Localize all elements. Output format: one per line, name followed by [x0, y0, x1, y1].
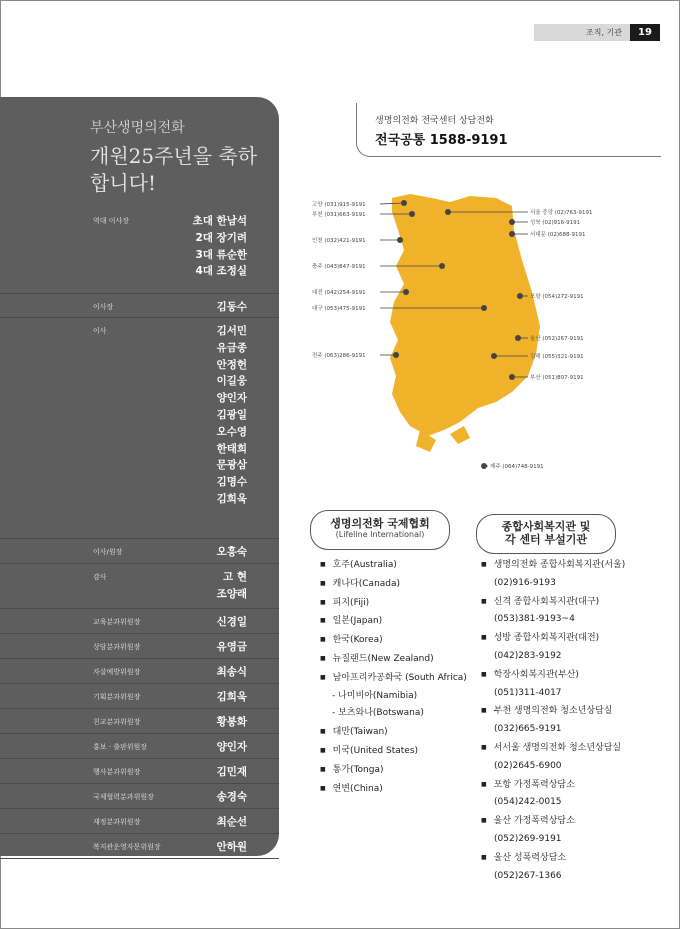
map-center-dot	[491, 353, 497, 359]
board-member-name: 유금종	[216, 341, 247, 354]
center-item	[481, 812, 671, 849]
board-role-label: 이사장	[93, 303, 114, 311]
board-member-name: 오흥숙	[216, 546, 247, 558]
board-member-name: 한태희	[216, 442, 247, 455]
intl-member-item: ■ 대만(Taiwan)	[320, 723, 480, 742]
map-city-label: 김해 (055)321-9191	[530, 354, 584, 360]
board-member-list	[0, 208, 279, 859]
board-member-name: 조양래	[216, 587, 247, 600]
board-row	[0, 734, 279, 759]
center-name: ■ 생명의전화 종합사회복지관(서울)	[481, 560, 625, 570]
map-city-label: 포항 (054)272-9191	[530, 294, 584, 300]
board-row	[0, 318, 279, 539]
board-member-name: 송경숙	[216, 791, 247, 803]
board-names	[217, 764, 247, 781]
map-center-dot	[517, 293, 523, 299]
intl-member-item: ■ 한국(Korea)	[320, 631, 480, 650]
board-role-label: 상담분과위원장	[93, 643, 141, 651]
map-center-dot	[445, 209, 451, 215]
welfare-center-list	[481, 556, 671, 885]
board-names	[217, 689, 247, 706]
center-item	[481, 593, 671, 630]
map-city-label: 대전 (042)254-9191	[312, 290, 366, 296]
board-row	[0, 759, 279, 784]
board-member-name: 김광일	[216, 408, 247, 421]
map-center-dot	[481, 305, 487, 311]
board-member-name: 안정헌	[216, 358, 247, 371]
map-city-label: 서울 중앙 (02)763-9191	[530, 210, 593, 216]
centers-title-line2: 각 센터 부설기관	[504, 533, 588, 546]
island-shape	[450, 426, 470, 444]
korea-center-map	[300, 190, 620, 490]
board-member-name: 4대 조정실	[195, 265, 247, 278]
board-member-name: 신경일	[216, 616, 247, 628]
map-city-label: 부천 (031)663-9191	[312, 212, 366, 218]
board-member-name: 최송식	[216, 666, 247, 678]
centers-title-box	[476, 514, 616, 554]
board-role-label: 홍보 · 출판위원장	[93, 743, 148, 751]
center-item	[481, 739, 671, 776]
center-name: ■ 성방 종합사회복지관(대전)	[481, 633, 599, 643]
board-names	[217, 664, 247, 681]
map-city-label: 부산 (051)807-9191	[530, 375, 584, 381]
board-member-name: 양인자	[216, 392, 247, 405]
board-row	[0, 834, 279, 859]
map-city-label: 충주 (043)847-9191	[312, 264, 366, 270]
map-center-dot	[509, 231, 515, 237]
center-name: ■ 울산 가정폭력상담소	[481, 816, 575, 826]
map-city-label: 울산 (052)267-9191	[530, 336, 584, 342]
map-center-dot	[393, 352, 399, 358]
map-city-label: 인천 (032)421-9191	[312, 238, 366, 244]
center-phone: (032)665-9191	[494, 724, 562, 735]
map-center-dot	[439, 263, 445, 269]
board-member-name: 김희욱	[216, 691, 247, 703]
center-name: ■ 서서울 생명의전화 청소년상담실	[481, 743, 621, 753]
board-role-label: 역대 이사장	[93, 217, 130, 225]
map-center-dot	[403, 289, 409, 295]
intl-member-item: ■ 남아프리카공화국 (South Africa)	[320, 669, 480, 688]
center-phone: (053)381-9193~4	[494, 614, 575, 625]
map-center-dot	[481, 463, 487, 469]
intl-subtitle: (Lifeline International)	[335, 530, 425, 539]
board-names	[217, 569, 247, 603]
intl-member-item: - 보츠와나(Botswana)	[332, 708, 424, 719]
map-city-label: 대구 (053)475-9191	[312, 306, 366, 312]
intl-member-item: ■ 미국(United States)	[320, 742, 480, 761]
intl-member-item: ■ 통가(Tonga)	[320, 761, 480, 780]
section-label: 조직, 기관	[534, 24, 630, 41]
map-center-dot	[397, 237, 403, 243]
intl-member-item: ■ 일본(Japan)	[320, 612, 480, 631]
map-city-label: 성북 (02)916-9191	[530, 220, 581, 226]
center-phone: (052)269-9191	[494, 833, 562, 844]
board-row	[0, 208, 279, 294]
board-member-name: 김희욱	[216, 492, 247, 505]
korea-peninsula-shape	[390, 194, 540, 436]
map-city-label: 서대문 (02)688-9191	[530, 232, 586, 238]
board-role-label: 감사	[93, 573, 107, 581]
board-role-label: 행사분과위원장	[93, 768, 141, 776]
board-row	[0, 784, 279, 809]
center-item	[481, 666, 671, 703]
intl-member-item: ■ 호주(Australia)	[320, 556, 480, 575]
panel-title-congrats: 개원25주년을 축하합니다!	[90, 144, 258, 195]
board-role-label: 자살예방위원장	[93, 668, 141, 676]
center-item	[481, 629, 671, 666]
center-phone: (02)916-9193	[494, 577, 556, 588]
centers-title-line1: 종합사회복지관 및	[501, 520, 591, 533]
board-row	[0, 659, 279, 684]
page-number: 19	[630, 24, 660, 41]
center-item	[481, 702, 671, 739]
intl-member-item: - 나미비아(Namibia)	[332, 690, 418, 701]
center-phone: (042)283-9192	[494, 650, 562, 661]
center-phone: (02)2645-6900	[494, 760, 562, 771]
map-center-dot	[509, 219, 515, 225]
center-name: ■ 울산 성폭력상담소	[481, 853, 566, 863]
hotline-number: 전국공통 1588-9191	[375, 133, 508, 148]
center-name: ■ 신격 종합사회복지관(대구)	[481, 597, 599, 607]
board-row	[0, 709, 279, 734]
board-member-name: 유영금	[216, 641, 247, 653]
board-member-name: 3대 류순한	[195, 248, 247, 261]
board-member-name: 황봉화	[216, 716, 247, 728]
hotline-box	[356, 103, 661, 157]
center-phone: (051)311-4017	[494, 687, 562, 698]
intl-member-item: ■ 캐나다(Canada)	[320, 575, 480, 594]
map-center-dot	[401, 200, 407, 206]
board-member-name: 김서민	[216, 325, 247, 337]
map-city-label: 제주 (064)748-9191	[490, 464, 544, 470]
board-member-name: 오수영	[216, 425, 247, 438]
board-names	[217, 789, 247, 806]
center-name: ■ 포항 가정폭력상담소	[481, 780, 575, 790]
board-member-name: 안하원	[216, 841, 247, 853]
board-row	[0, 564, 279, 609]
board-role-label: 교육분과위원장	[93, 618, 141, 626]
board-role-label: 이사/원장	[93, 548, 123, 556]
page-header	[534, 24, 660, 41]
center-phone: (054)242-0015	[494, 797, 562, 808]
center-item	[481, 849, 671, 886]
center-name: ■ 학장사회복지관(부산)	[481, 670, 579, 680]
intl-member-item: ■ 연변(China)	[320, 780, 480, 799]
board-names	[217, 544, 247, 561]
intl-title: 생명의전화 국제협회	[330, 517, 430, 530]
board-names	[217, 299, 247, 316]
board-member-name: 김명수	[216, 476, 247, 489]
board-row	[0, 809, 279, 834]
board-member-name: 2대 장기려	[195, 231, 247, 244]
board-role-label: 기획분과위원장	[93, 693, 141, 701]
board-row	[0, 539, 279, 564]
board-row	[0, 294, 279, 318]
center-name: ■ 부천 생명의전화 청소년상담실	[481, 706, 612, 716]
intl-title-box	[310, 510, 450, 550]
map-city-label: 전주 (063)286-9191	[312, 353, 366, 359]
board-names	[217, 739, 247, 756]
board-panel	[0, 97, 279, 856]
map-center-dot	[515, 335, 521, 341]
hotline-caption: 생명의전화 전국센터 상담전화	[375, 116, 494, 126]
intl-member-list	[320, 556, 480, 798]
board-names	[217, 614, 247, 631]
intl-member-item: ■ 피지(Fiji)	[320, 594, 480, 613]
board-role-label: 복지관운영자문위원장	[93, 843, 161, 851]
map-city-label: 고양 (031)915-9191	[312, 202, 366, 208]
board-names	[217, 323, 247, 508]
map-center-dot	[509, 374, 515, 380]
board-member-name: 이길웅	[216, 375, 247, 388]
center-item	[481, 556, 671, 593]
board-role-label: 이사	[93, 327, 107, 335]
board-member-name: 양인자	[216, 741, 247, 753]
board-names	[217, 839, 247, 856]
board-names	[217, 714, 247, 731]
board-member-name: 최순선	[216, 816, 247, 828]
board-member-name: 김동수	[216, 301, 247, 313]
board-role-label: 재정분과위원장	[93, 818, 141, 826]
board-member-name: 문광삼	[216, 459, 247, 472]
center-item	[481, 776, 671, 813]
board-role-label: 국제협력분과위원장	[93, 793, 154, 801]
center-phone: (052)267-1366	[494, 870, 562, 881]
board-names	[217, 639, 247, 656]
board-names	[193, 213, 247, 280]
board-role-label: 친교분과위원장	[93, 718, 141, 726]
board-member-name: 초대 한남석	[192, 215, 247, 227]
board-row	[0, 609, 279, 634]
board-member-name: 김민재	[216, 766, 247, 778]
panel-title-org: 부산생명의전화	[90, 120, 185, 136]
board-names	[217, 814, 247, 831]
board-row	[0, 684, 279, 709]
board-member-name: 고 현	[223, 571, 247, 583]
board-row	[0, 634, 279, 659]
map-center-dot	[409, 211, 415, 217]
intl-member-item: ■ 뉴질랜드(New Zealand)	[320, 650, 480, 669]
